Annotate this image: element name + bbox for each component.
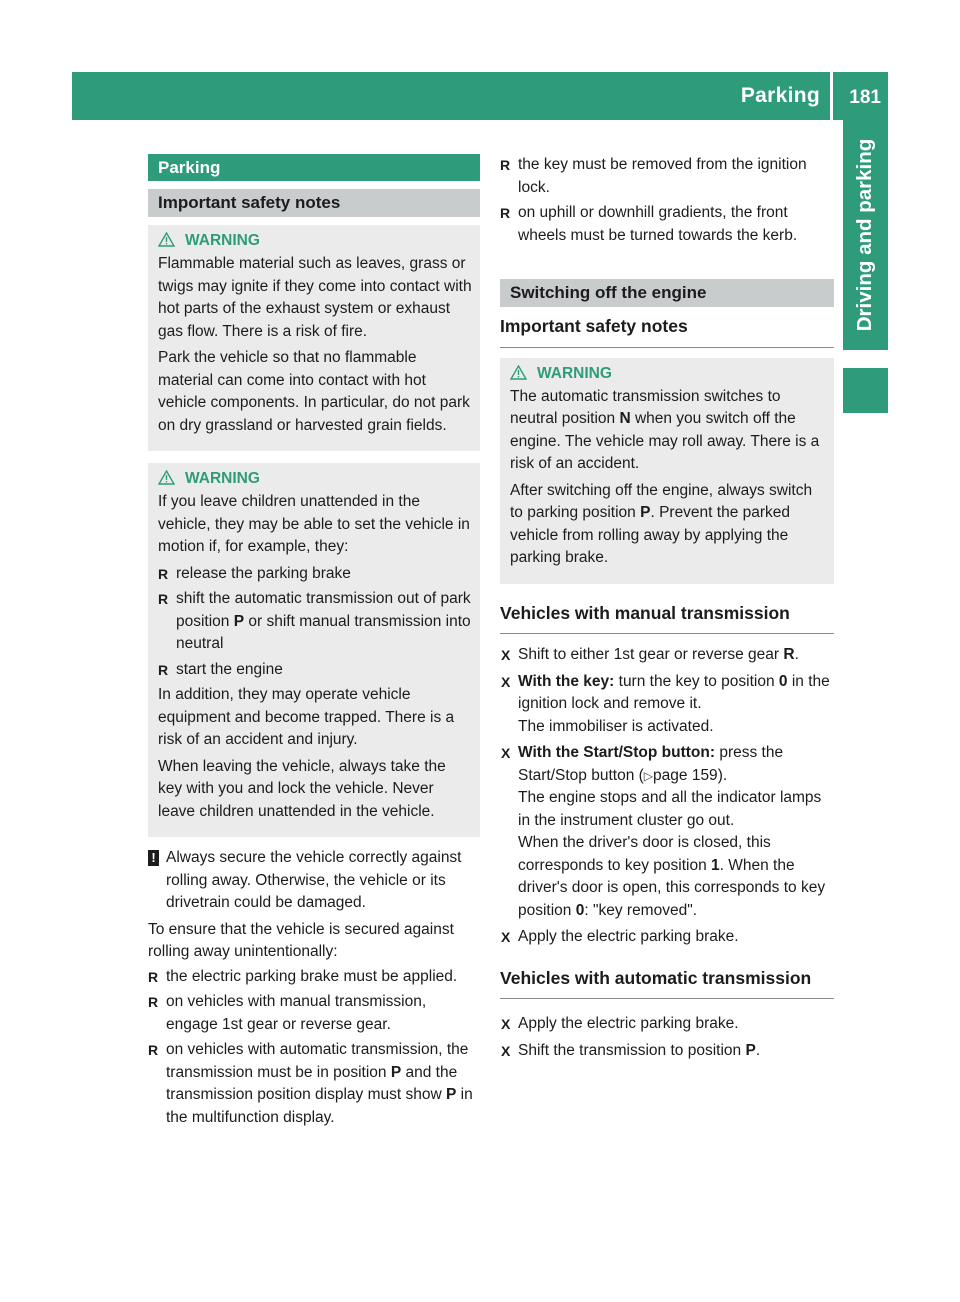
list-item: R release the parking brake: [158, 563, 474, 586]
instruction-step: X Apply the electric parking brake.: [500, 926, 834, 949]
bullet-marker: R: [158, 591, 169, 607]
body-text: To ensure that the vehicle is secured against rolling away unintentionally:: [148, 920, 454, 960]
bullet-marker: R: [148, 994, 159, 1010]
section-title-parking: Parking: [148, 154, 480, 181]
instruction-step: X With the key: turn the key to position 0 in the ignition lock and remove it. The immobiliser is activated.: [501, 672, 830, 735]
header-divider: [830, 72, 833, 120]
instruction-step: X Shift the transmission to position P.: [500, 1040, 834, 1063]
warning-text: Park the vehicle so that no flammable material can come into contact with hot vehicle components. In particular, do not park on dry grassland or harvested grain fields.: [158, 349, 470, 434]
bullet-marker: R: [500, 205, 511, 221]
warning-triangle-icon: [510, 365, 527, 380]
list-item: R the electric parking brake must be applied.: [148, 966, 480, 989]
page-number: 181: [849, 87, 881, 108]
instruction-step: X Apply the electric parking brake.: [500, 1013, 834, 1036]
chapter-side-tab-label: Driving and parking: [852, 138, 876, 332]
step-marker: X: [501, 673, 511, 690]
list-item: R the key must be removed from the ignition lock.: [500, 156, 807, 196]
step-marker: X: [501, 929, 511, 945]
heading-safety-notes: Important safety notes: [500, 315, 834, 348]
instruction-step: X With the Start/Stop button: press the Start/Stop button (▷page 159). The engine stops and all the indicator lamps in the instrument cluster go out. When the driver's door is closed, this corresponds to key position 1. When the driver's door is open, this corresponds to key position 0: "key removed".: [501, 744, 826, 919]
chapter-side-tab: [843, 120, 888, 350]
list-item: R shift the automatic transmission out of park position P or shift manual transmission into neutral: [158, 590, 471, 652]
warning-text: The automatic transmission switches to neutral position N when you switch off the engine. The vehicle may roll away. There is a risk of an accident.: [510, 387, 820, 472]
warning-triangle-icon: [158, 232, 175, 247]
bullet-marker: R: [500, 157, 511, 173]
warning-title: WARNING: [158, 229, 474, 253]
page-header: [72, 72, 888, 120]
right-column: [500, 154, 834, 1066]
left-column: [148, 154, 480, 1132]
warning-triangle-icon: [158, 470, 175, 485]
subsection-title-safety: Important safety notes: [148, 189, 480, 217]
page-reference-link[interactable]: page 159: [653, 766, 718, 784]
list-item: R start the engine: [158, 659, 474, 682]
warning-text: In addition, they may operate vehicle equipment and become trapped. There is a risk of an accident and injury.: [158, 686, 455, 748]
warning-box-fire: [148, 225, 480, 451]
warning-text: After switching off the engine, always switch to parking position P. Prevent the parked vehicle from rolling away by applying the parking brake.: [510, 481, 813, 566]
warning-title: WARNING: [510, 362, 828, 386]
step-marker: X: [501, 745, 511, 761]
heading-automatic-transmission: Vehicles with automatic transmission: [500, 967, 834, 1000]
damage-note: ! Always secure the vehicle correctly against rolling away. Otherwise, the vehicle or its drivetrain could be damaged.: [148, 847, 480, 915]
step-marker: X: [501, 647, 511, 663]
list-item: R on vehicles with manual transmission, engage 1st gear or reverse gear.: [148, 993, 427, 1033]
warning-text: If you leave children unattended in the vehicle, they may be able to set the vehicle in motion if, for example, they:: [158, 493, 470, 555]
bullet-marker: R: [158, 661, 169, 678]
bullet-marker: R: [148, 968, 159, 985]
list-item: R on uphill or downhill gradients, the front wheels must be turned towards the kerb.: [500, 204, 798, 244]
warning-title: WARNING: [158, 467, 474, 491]
instruction-step: X Shift to either 1st gear or reverse gear R.: [500, 644, 834, 667]
step-marker: X: [501, 1016, 511, 1032]
warning-text: When leaving the vehicle, always take the key with you and lock the vehicle. Never leave children unattended in the vehicle.: [158, 757, 446, 820]
bullet-marker: R: [148, 1042, 159, 1058]
chapter-marker: [843, 368, 888, 413]
subsection-title-switching-off: Switching off the engine: [500, 279, 834, 307]
warning-text: Flammable material such as leaves, grass or twigs may ignite if they come into contact with hot parts of the exhaust system or exhaust gas flow. There is a risk of fire.: [158, 255, 472, 340]
step-marker: X: [501, 1042, 511, 1059]
header-title: Parking: [740, 84, 820, 107]
list-item: R on vehicles with automatic transmission, the transmission must be in position P and the transmission position display must show P in the multifunction display.: [148, 1041, 473, 1126]
heading-manual-transmission: Vehicles with manual transmission: [500, 602, 834, 635]
bullet-marker: R: [158, 565, 169, 582]
warning-box-children: [148, 463, 480, 837]
exclamation-icon: !: [148, 850, 159, 866]
page-reference-arrow-icon: ▷: [643, 768, 654, 783]
warning-box-roll-away: [500, 358, 834, 584]
